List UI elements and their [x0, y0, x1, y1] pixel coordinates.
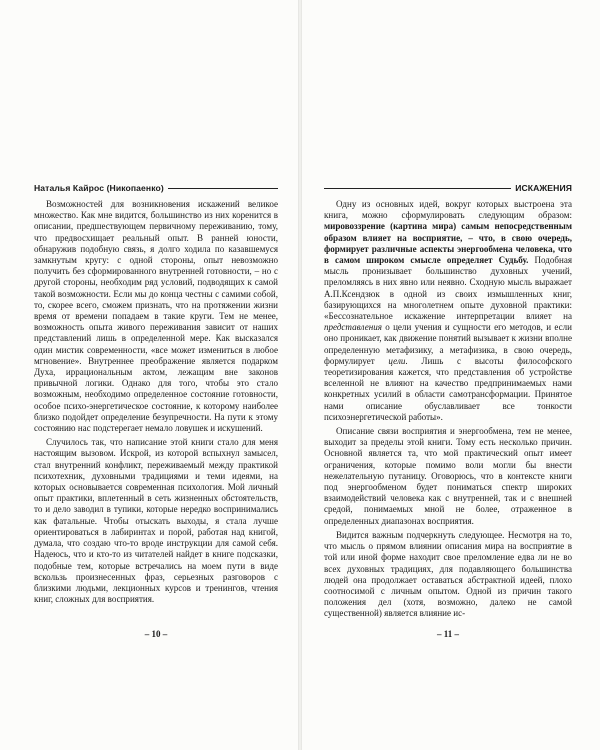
paragraph — [34, 199, 278, 434]
left-running-head — [34, 183, 278, 193]
paragraph — [324, 530, 572, 620]
page-number-left: – 10 – — [144, 629, 168, 639]
header-rule — [324, 188, 511, 189]
text-run: Одну из основных идей, вокруг которых выстроена эта книга, можно сформулировать следующим образом: — [324, 199, 572, 221]
bold-text: мировоззрение (картина мира) самым непосредственным образом влияет на восприятие, – что, в свою очередь, формирует различные аспекты энергообмена человека, что в самом широком смысле определяет Судьбу. — [324, 221, 572, 266]
header-rule — [168, 188, 278, 189]
author-name: Наталья Кайрос (Никопаенко) — [34, 183, 164, 193]
text-run: . Лишь с высоты философского теоретизирования кажется, что представления об устройстве вселенной не влияют на качество предпринимаемых нами конкретных усилий в области самотрансформации. Принятое нами описание обуславливает все тонкости психоэнергетической работы». — [324, 355, 572, 422]
right-body-text — [324, 199, 572, 623]
left-body-text — [34, 199, 278, 608]
right-page — [302, 0, 600, 750]
italic-text: представления — [324, 322, 382, 333]
text-run: Возможностей для возникновения искажений великое множество. Как мне видится, большинство из них коренится в описании, предшествующем первичному переживанию, тому, что предвосхищает реальный опыт. В ранней юности, обнаружив подобную связь, я долго ходила по казавшемуся замкнутым кругу: с одной стороны, опыт невозможно получить без сформированного внутренней готовности, – но с другой стороны, необходим ряд условий, подводящих к самой такой возможности. Если мы до конца честны с самими собой, то, скорее всего, сможем признать, что на протяжении жизни время от времени попадаем в такие круги. Тем не менее, возможность опыта живого переживания зависит от наших представлений лишь в определенной мере. Как высказался один мистик современности, «все может измениться в любое мгновение». Внутреннее преображение является подарком Духа, иррациональным актом, лежащим вне законов привычной логики. Однако для того, чтобы это стало возможным, необходимо определенное состояние готовности, особое психо-энергетическое состояние, к которому наиболее близко подойдет определение безупречности. На пути к этому состоянию нас подстерегает немало ловушек и искушений. — [34, 199, 278, 434]
paragraph — [324, 426, 572, 527]
paragraph — [324, 199, 572, 423]
paragraph — [34, 437, 278, 605]
chapter-title: ИСКАЖЕНИЯ — [515, 183, 572, 193]
text-run: Случилось так, что написание этой книги стало для меня настоящим вызовом. Искрой, из которой вспыхнул замысел, стал внутренний конфликт, переживаемый между практикой психотехник, духовными традициями и теми идеями, на которых основывается современная психология. Мой личный опыт практики, вплетенный в сеть жизненных обстоятельств, то и дело заводил в тупики, которые нередко воспринимались как фатальные. Чтобы отыскать выходы, я стала лучше ориентироваться в лабиринтах и порой, работая над книгой, думала, что создаю что-то вроде инструкции для самой себя. Надеюсь, что и кто-то из читателей найдет в книге подсказки, подобные тем, которые встречались на моем пути в виде вскользь произнесенных фраз, серьезных разговоров с близкими людьми, лекционных курсов и тренингов, чтения книг, сложных для восприятия. — [34, 437, 278, 605]
text-run: Подобная мысль пронизывает большинство духовных учений, преломляясь в них явно или неявно. Сходную мысль выражает А.П.Ксендзюк в одной из своих измышленных книг, базирующихся на многолетнем опыте духовной практики: «Бессознательное искажение интерпретации влияет на — [324, 255, 572, 322]
italic-text: цели — [388, 355, 406, 366]
page-number-right: – 11 – — [436, 629, 459, 639]
left-page — [0, 0, 298, 750]
text-run: Видится важным подчеркнуть следующее. Несмотря на то, что мысль о прямом влиянии описания мира на восприятие в той или иной форме находит свое преломление едва ли не во всех духовных традициях, для подавляющего большинства людей она продолжает оставаться абстрактной идеей, плохо соотносимой с личным опытом. Одной из причин такого положения дел (хотя, возможно, далеко не самой существенной) является влияние ис- — [324, 529, 572, 619]
text-run: Описание связи восприятия и энергообмена, тем не менее, выходит за пределы этой книги. Тому есть несколько причин. Основной является та, что мой практический опыт имеет ограничения, которые помимо воли могли бы внести нежелательную путаницу. Оговорюсь, что в контексте книги под энергообменом будет пониматься спектр широких взаимодействий человека как с внутренней, так и с внешней средой, понимаемых мной не более, отраженное в определенных диапазонах восприятия. — [324, 426, 572, 526]
text-run: о цели учения и сущности его методов, и если оно проникает, как движение понятий вызывает к жизни вполне определенную метафизику, а метафизика, в свою очередь, формулирует — [324, 322, 572, 366]
right-running-head — [324, 183, 572, 193]
